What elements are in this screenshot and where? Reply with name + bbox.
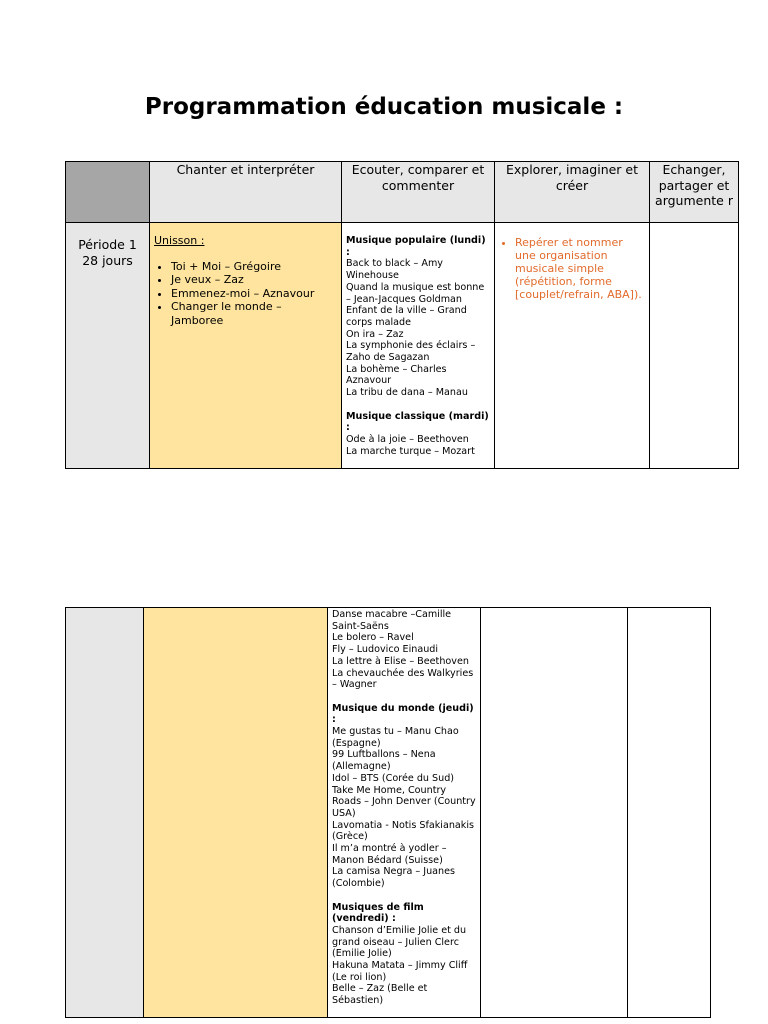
- exchange-cell-continued: [628, 608, 711, 1018]
- song-entry: Take Me Home, Country Roads – John Denver (Country USA): [332, 784, 476, 819]
- explore-cell: [495, 223, 650, 469]
- program-table-page2: [65, 607, 711, 1018]
- period-label: Période 1: [78, 237, 137, 252]
- song-entry: Belle – Zaz (Belle et Sébastien): [332, 983, 428, 1007]
- song-entry: 99 Luftballons – Nena (Allemagne): [332, 749, 436, 773]
- period-duration: 28 jours: [82, 253, 133, 268]
- song-entry: Danse macabre –Camille Saint-Saëns: [332, 609, 452, 632]
- header-ecouter: Ecouter, comparer et commenter: [342, 162, 495, 223]
- song-entry: Idol – BTS (Corée du Sud): [332, 772, 455, 784]
- table-header-row: [66, 162, 739, 223]
- song-entry: Ode à la joie – Beethoven: [346, 433, 469, 445]
- page-title: Programmation éducation musicale :: [144, 94, 624, 120]
- explore-cell-continued: [481, 608, 628, 1018]
- genre-heading: Musique du monde (jeudi) :: [332, 702, 474, 726]
- song-entry: On ira – Zaz: [346, 328, 404, 340]
- unison-song: • Changer le monde – Jamboree: [171, 300, 337, 327]
- unison-song: • Emmenez-moi – Aznavour: [171, 287, 337, 301]
- song-entry: La tribu de dana – Manau: [346, 387, 468, 399]
- unison-label: Unisson :: [154, 234, 205, 247]
- period-cell: [66, 223, 150, 469]
- genre-heading: Musique classique (mardi) :: [346, 410, 489, 434]
- song-entry: Hakuna Matata – Jimmy Cliff (Le roi lion): [332, 960, 468, 983]
- header-chanter: Chanter et interpréter: [150, 162, 342, 223]
- song-entry: La lettre à Elise – Beethoven: [332, 655, 469, 667]
- unison-song: • Je veux – Zaz: [171, 273, 337, 287]
- song-entry: La marche turque – Mozart: [346, 445, 475, 457]
- period-row-continued: [66, 608, 711, 1018]
- unison-cell-continued: [144, 608, 328, 1018]
- song-entry: Chanson d’Emilie Jolie et du grand oiseau – Julien Clerc (Emilie Jolie): [332, 924, 467, 960]
- song-entry: La bohème – Charles Aznavour: [346, 363, 447, 387]
- unison-song-list: [154, 260, 337, 328]
- song-entry: La camisa Negra – Juanes (Colombie): [332, 866, 456, 890]
- explore-item: • Repérer et nommer une organisation musicale simple (répétition, forme [couplet/refrain, ABA]).: [515, 236, 645, 301]
- header-echanger: Echanger, partager et argumente r: [650, 162, 739, 223]
- spacer: [332, 890, 477, 902]
- song-entry: La chevauchée des Walkyries – Wagner: [332, 667, 474, 691]
- song-entry: Back to black – Amy Winehouse: [346, 258, 443, 282]
- unison-song: • Toi + Moi – Grégoire: [171, 260, 337, 274]
- listening-cell-continued: [328, 608, 481, 1018]
- listening-cell: [342, 223, 495, 469]
- explore-list: [499, 236, 645, 301]
- song-entry: La symphonie des éclairs – Zaho de Sagazan: [346, 340, 476, 364]
- spacer: [346, 399, 491, 411]
- song-entry: Lavomatia - Notis Sfakianakis (Grèce): [332, 819, 475, 843]
- exchange-cell: [650, 223, 739, 469]
- genre-heading: Musiques de film (vendredi) :: [332, 901, 424, 925]
- unison-cell: [150, 223, 342, 469]
- period-cell-continued: [66, 608, 144, 1018]
- spacer: [332, 691, 477, 703]
- header-explorer: Explorer, imaginer et créer: [495, 162, 650, 223]
- song-entry: Il m’a montré à yodler – Manon Bédard (Suisse): [332, 843, 447, 866]
- song-entry: Enfant de la ville – Grand corps malade: [346, 305, 467, 328]
- song-entry: Quand la musique est bonne – Jean-Jacques Goldman: [346, 281, 485, 305]
- program-table-page1: [65, 161, 739, 469]
- genre-heading: Musique populaire (lundi) :: [346, 235, 486, 258]
- header-corner-cell: [66, 162, 150, 223]
- period-row: [66, 223, 739, 469]
- song-entry: Le bolero – Ravel: [332, 632, 414, 644]
- song-entry: Me gustas tu – Manu Chao (Espagne): [332, 726, 459, 749]
- song-entry: Fly – Ludovico Einaudi: [332, 644, 439, 656]
